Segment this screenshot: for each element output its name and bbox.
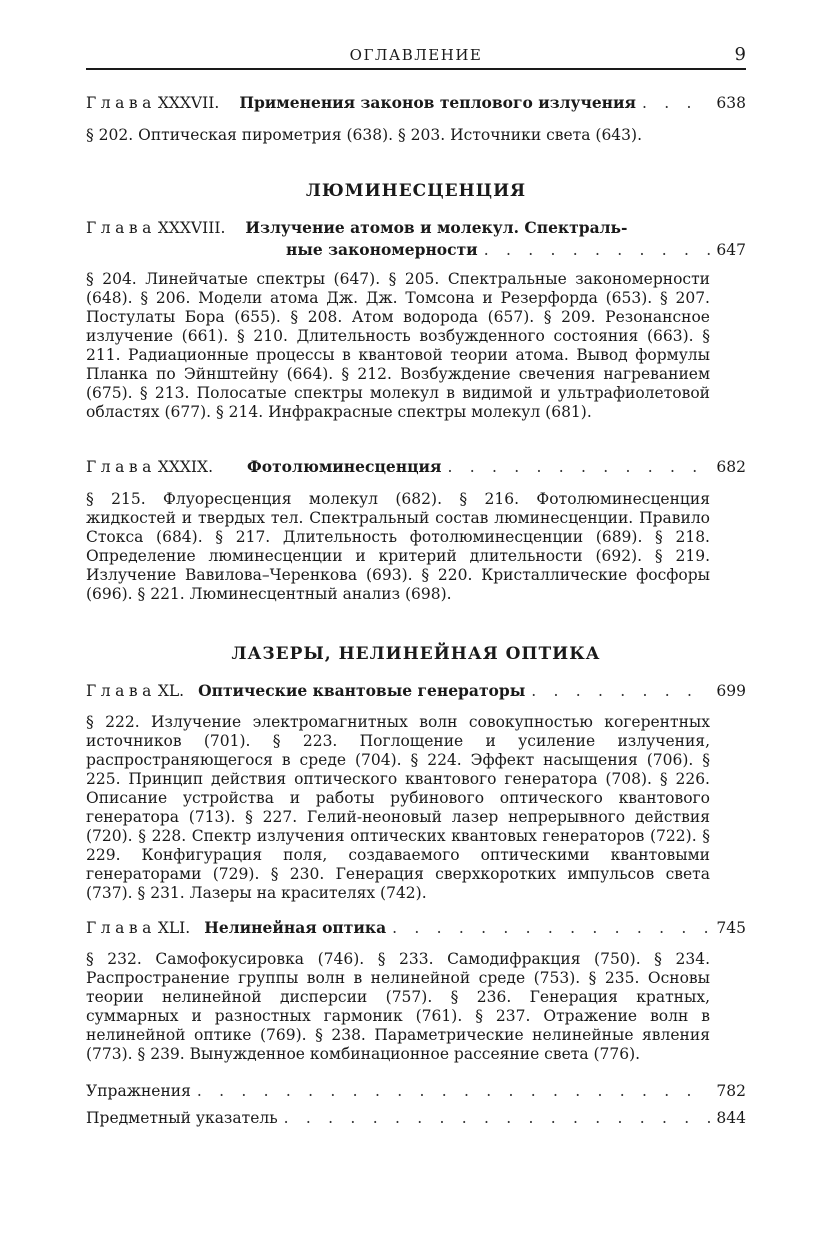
part-heading-luminescence: ЛЮМИНЕСЦЕНЦИЯ (305, 181, 527, 201)
exercises-entry[interactable] (86, 1080, 746, 1102)
chapter-41-entry[interactable] (86, 917, 746, 939)
index-page: 844 (716, 1109, 746, 1127)
chapter-38-sections: § 204. Линейчатые спектры (647). § 205. Спектральные закономерности (648). § 206. Модели атома Дж. Дж. Томсона и Резерфорда (653). § 207. Постулаты Бора (655). § 208. Атом водорода (657). § 209. Резонансное излучение (661). § 210. Длительность возбужденного состояния (663). § 211. Радиационные процессы в квантовой теории атома. Вывод формулы Планка по Эйнштейну (664). § 212. Возбуждение свечения нагреванием (675). § 213. Полосатые спектры молекул в видимой и ультрафиолетовой областях (677). § 214. Инфракрасные спектры молекул (681). (86, 270, 710, 421)
chapter-page: 638 (716, 94, 746, 112)
dot-leader (197, 1080, 711, 1102)
page-number: 9 (734, 44, 746, 65)
toc-page (86, 0, 746, 1240)
running-head (86, 44, 746, 68)
chapter-page: 682 (716, 458, 746, 476)
chapter-title-line1: Излучение атомов и молекул. Спектраль- (245, 218, 628, 237)
chapter-39-sections: § 215. Флуоресценция молекул (682). § 216. Фотолюминесценция жидкостей и твердых тел. Спектральный состав люминесценции. Правило Стокса (684). § 217. Длительность фотолюминесценции (689). § 218. Определение люминесценции и критерий длительности (692). § 219. Излучение Вавилова–Черенкова (693). § 220. Кристаллические фосфоры (696). § 221. Люминесцентный анализ (698). (86, 490, 710, 603)
chapter-title-line2: ные закономерности (286, 240, 478, 259)
chapter-word: Глава (86, 682, 156, 700)
chapter-number: XLI. (157, 919, 191, 937)
dot-leader (484, 239, 711, 261)
running-head-title: ОГЛАВЛЕНИЕ (349, 46, 483, 64)
dot-leader (531, 680, 710, 702)
chapter-number: XXXVII. (157, 94, 220, 112)
exercises-label: Упражнения (86, 1082, 191, 1100)
chapter-title: Оптические квантовые генераторы (198, 681, 526, 700)
chapter-page: 699 (716, 682, 746, 700)
chapter-word: Глава (86, 458, 156, 476)
chapter-word: Глава (86, 94, 156, 112)
chapter-37-sections: § 202. Оптическая пирометрия (638). § 203. Источники света (643). (86, 126, 643, 144)
chapter-page: 745 (716, 919, 746, 937)
index-label: Предметный указатель (86, 1109, 278, 1127)
chapter-38-entry-line2[interactable] (86, 239, 746, 261)
dot-leader (448, 456, 711, 478)
chapter-38-entry-line1[interactable] (86, 217, 746, 239)
chapter-title: Применения законов теплового излучения (239, 93, 636, 112)
dot-leader (284, 1107, 711, 1129)
chapter-title: Фотолюминесценция (247, 457, 442, 476)
chapter-word: Глава (86, 919, 156, 937)
exercises-page: 782 (716, 1082, 746, 1100)
chapter-41-sections: § 232. Самофокусировка (746). § 233. Самодифракция (750). § 234. Распространение группы волн в нелинейной среде (753). § 235. Основы теории нелинейной дисперсии (757). § 236. Генерация кратных, суммарных и разностных гармоник (761). § 237. Отражение волн в нелинейной оптике (769). § 238. Параметрические нелинейные явления (773). § 239. Вынужденное комбинационное рассеяние света (776). (86, 950, 710, 1063)
chapter-40-entry[interactable] (86, 680, 746, 702)
index-entry[interactable] (86, 1107, 746, 1129)
chapter-number: XXXIX. (157, 458, 214, 476)
chapter-page: 647 (716, 241, 746, 259)
chapter-39-entry[interactable] (86, 456, 746, 478)
chapter-37-entry[interactable] (86, 92, 746, 114)
dot-leader (392, 917, 710, 939)
chapter-title: Нелинейная оптика (204, 918, 387, 937)
part-heading-lasers: ЛАЗЕРЫ, НЕЛИНЕЙНАЯ ОПТИКА (231, 644, 601, 664)
chapter-number: XL. (157, 682, 185, 700)
header-rule (86, 68, 746, 70)
chapter-40-sections: § 222. Излучение электромагнитных волн совокупностью когерентных источников (701). § 223. Поглощение и усиление излучения, распространяющегося в среде (704). § 224. Эффект насыщения (706). § 225. Принцип действия оптического квантового генератора (708). § 226. Описание устройства и работы рубинового оптического квантового генератора (713). § 227. Гелий-неоновый лазер непрерывного действия (720). § 228. Спектр излучения оптических квантовых генераторов (722). § 229. Конфигурация поля, создаваемого оптическими квантовыми генераторами (729). § 230. Генерация сверхкоротких импульсов света (737). § 231. Лазеры на красителях (742). (86, 713, 710, 902)
dot-leader (642, 92, 710, 114)
chapter-word: Глава (86, 219, 156, 237)
chapter-number: XXXVIII. (157, 219, 226, 237)
